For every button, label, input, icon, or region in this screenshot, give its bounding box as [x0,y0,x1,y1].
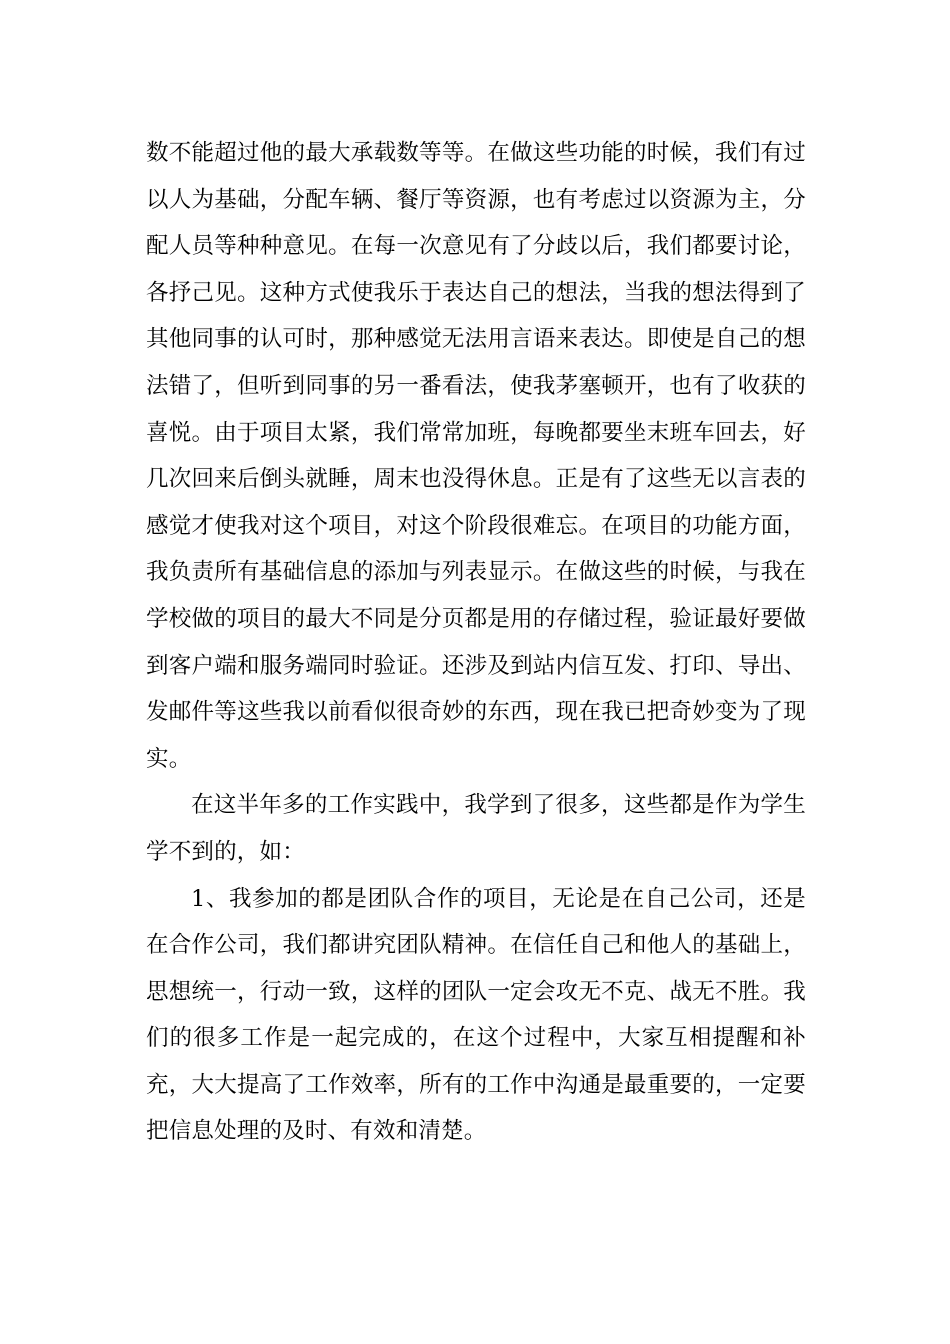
document-body [146,130,806,1155]
paragraph-3: 1、我参加的都是团队合作的项目，无论是在自己公司，还是在合作公司，我们都讲究团队精神。在信任自己和他人的基础上，思想统一，行动一致，这样的团队一定会攻无不克、战无不胜。我们的很多工作是一起完成的，在这个过程中，大家互相提醒和补充，大大提高了工作效率，所有的工作中沟通是最重要的，一定要把信息处理的及时、有效和清楚。 [146,885,806,1145]
paragraph-2: 在这半年多的工作实践中，我学到了很多，这些都是作为学生学不到的，如： [146,792,806,865]
paragraph-1: 数不能超过他的最大承载数等等。在做这些功能的时候，我们有过以人为基础，分配车辆、餐厅等资源，也有考虑过以资源为主，分配人员等种种意见。在每一次意见有了分歧以后，我们都要讨论，各抒己见。这种方式使我乐于表达自己的想法，当我的想法得到了其他同事的认可时，那种感觉无法用言语来表达。即使是自己的想法错了，但听到同事的另一番看法，使我茅塞顿开，也有了收获的喜悦。由于项目太紧，我们常常加班，每晚都要坐末班车回去，好几次回来后倒头就睡，周末也没得休息。正是有了这些无以言表的感觉才使我对这个项目，对这个阶段很难忘。在项目的功能方面，我负责所有基础信息的添加与列表显示。在做这些的时候，与我在学校做的项目的最大不同是分页都是用的存储过程，验证最好要做到客户端和服务端同时验证。还涉及到站内信互发、打印、导出、发邮件等这些我以前看似很奇妙的东西，现在我已把奇妙变为了现实。 [146,140,806,772]
